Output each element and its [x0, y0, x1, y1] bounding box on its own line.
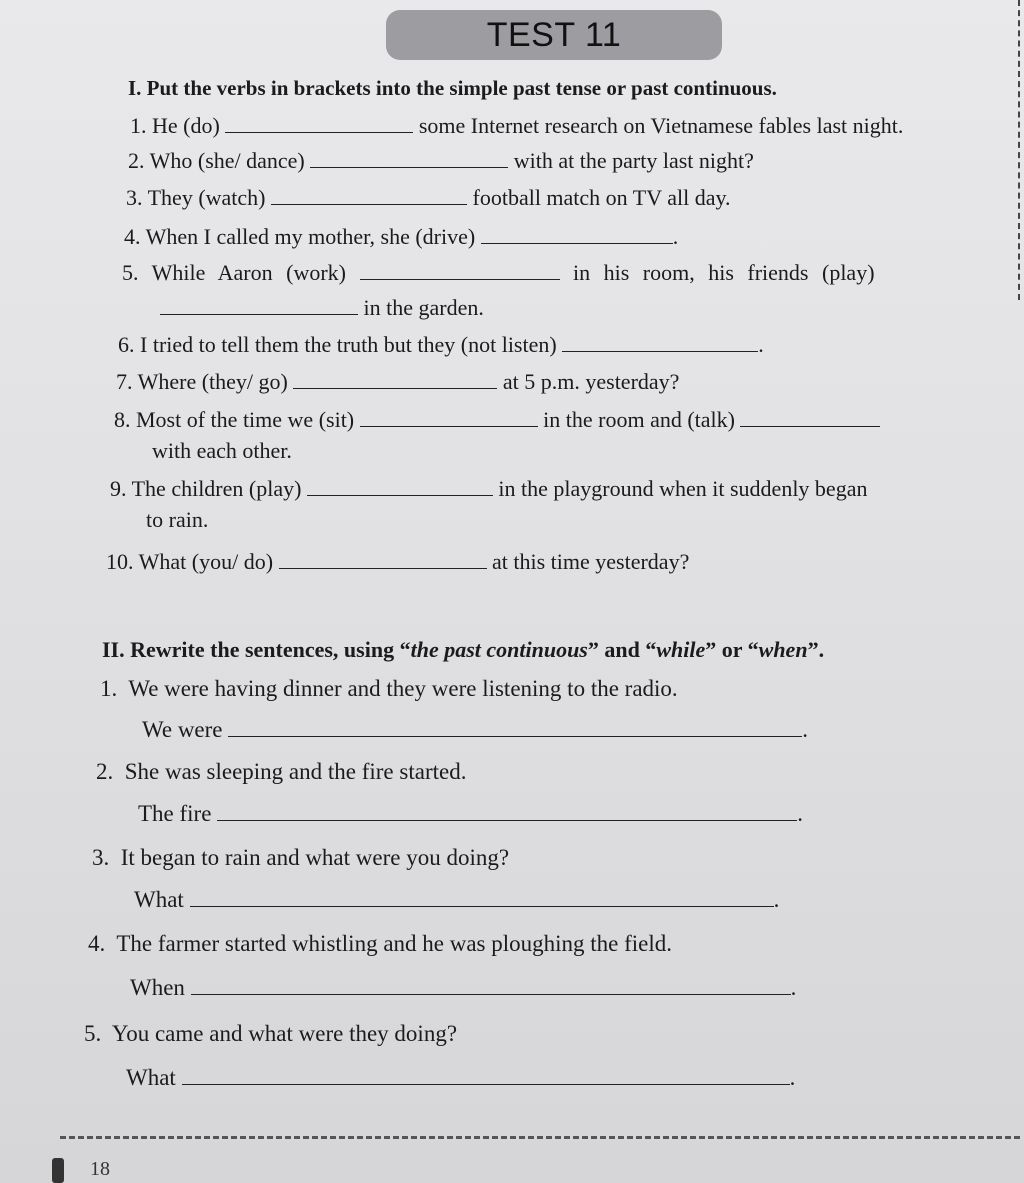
- exercise1-item-continuation: to rain.: [146, 507, 209, 532]
- exercise1-item-continuation: with each other.: [152, 438, 292, 463]
- answer-blank[interactable]: [307, 478, 493, 496]
- answer-blank[interactable]: [293, 371, 497, 389]
- rewrite-line: What .: [134, 887, 780, 912]
- exercise1-item: 7. Where (they/ go) at 5 p.m. yesterday?: [116, 369, 680, 394]
- answer-blank[interactable]: [740, 409, 880, 427]
- exercise2-item: 5. You came and what were they doing?: [84, 1021, 458, 1046]
- title-banner: [386, 10, 722, 60]
- section1-heading: I. Put the verbs in brackets into the simple past tense or past continuous.: [128, 76, 777, 100]
- answer-blank[interactable]: [481, 226, 673, 244]
- exercise1-item: 10. What (you/ do) at this time yesterday?: [106, 549, 690, 574]
- rewrite-line: What .: [126, 1065, 796, 1090]
- rewrite-line: The fire .: [138, 801, 803, 826]
- section2-heading: II. Rewrite the sentences, using “the past continuous” and “while” or “when”.: [102, 637, 825, 662]
- exercise1-item-continuation: in the garden.: [160, 294, 484, 322]
- answer-blank[interactable]: [191, 977, 791, 995]
- exercise1-item: 3. They (watch) football match on TV all day.: [126, 185, 731, 210]
- exercise1-item: 4. When I called my mother, she (drive) .: [124, 224, 679, 249]
- exercise1-item: 1. He (do) some Internet research on Vietnamese fables last night.: [130, 113, 904, 138]
- exercise1-item: 2. Who (she/ dance) with at the party last night?: [128, 148, 754, 173]
- page-title: TEST 11: [486, 15, 622, 54]
- answer-blank[interactable]: [190, 889, 774, 907]
- answer-blank[interactable]: [217, 803, 797, 821]
- page-edge-marks: [1016, 0, 1020, 300]
- answer-blank[interactable]: [271, 187, 467, 205]
- page-number: 18: [90, 1158, 110, 1180]
- exercise1-item: 5. While Aaron (work) in his room, his friends (play): [122, 260, 875, 285]
- answer-blank[interactable]: [225, 115, 413, 133]
- exercise2-item: 1. We were having dinner and they were listening to the radio.: [100, 676, 678, 701]
- answer-blank[interactable]: [562, 334, 758, 352]
- answer-blank[interactable]: [279, 551, 487, 569]
- rewrite-line: We were .: [142, 717, 809, 742]
- answer-blank[interactable]: [182, 1067, 790, 1085]
- answer-blank[interactable]: [360, 409, 538, 427]
- answer-blank[interactable]: [160, 297, 358, 315]
- exercise2-item: 4. The farmer started whistling and he was ploughing the field.: [88, 931, 673, 956]
- exercise2-item: 2. She was sleeping and the fire started.: [96, 759, 467, 784]
- exercise1-item: 8. Most of the time we (sit) in the room and (talk): [114, 406, 880, 434]
- book-binding-mark: [52, 1158, 64, 1183]
- answer-blank[interactable]: [360, 262, 560, 280]
- answer-blank[interactable]: [310, 150, 508, 168]
- exercise1-item: 6. I tried to tell them the truth but they (not listen) .: [118, 332, 764, 357]
- answer-blank[interactable]: [228, 719, 802, 737]
- rewrite-line: When .: [130, 975, 797, 1000]
- exercise1-item: 9. The children (play) in the playground when it suddenly began: [110, 476, 868, 501]
- cut-line-divider: [60, 1136, 1020, 1139]
- exercise2-item: 3. It began to rain and what were you doing?: [92, 845, 510, 870]
